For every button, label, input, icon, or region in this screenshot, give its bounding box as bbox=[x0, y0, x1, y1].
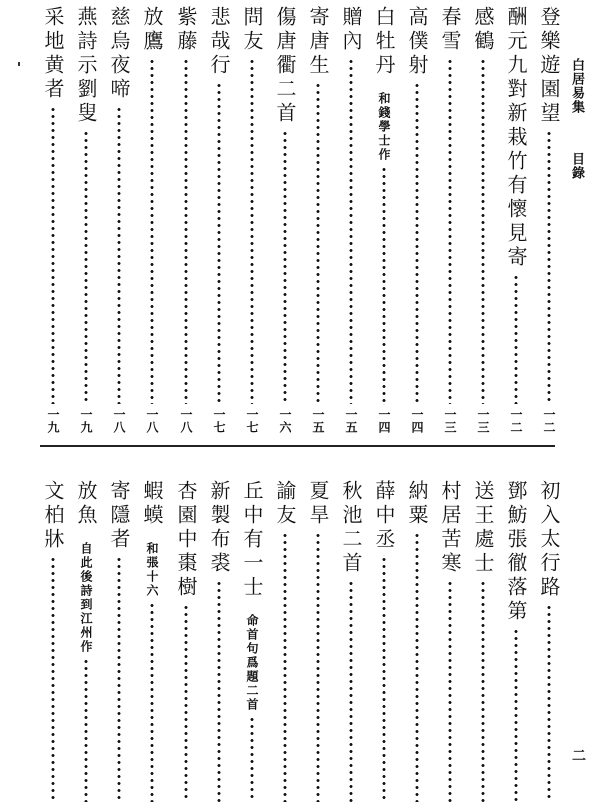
entry-title: 傷唐衢二首 bbox=[273, 6, 297, 126]
dot-leader bbox=[481, 58, 485, 404]
entry-note: 和張十六 bbox=[145, 542, 159, 598]
dot-leader bbox=[117, 106, 121, 404]
toc-entry[interactable] bbox=[536, 480, 562, 802]
entry-title: 紫藤 bbox=[174, 6, 198, 54]
dot-leader bbox=[150, 58, 154, 404]
entry-page-number: 一二 bbox=[509, 408, 523, 434]
toc-entry[interactable] bbox=[106, 6, 132, 434]
entry-title: 初入太行路 bbox=[537, 480, 561, 600]
entry-title: 送王處士 bbox=[471, 480, 495, 576]
dot-leader bbox=[316, 532, 320, 802]
dot-leader bbox=[250, 716, 254, 802]
toc-entry[interactable] bbox=[404, 480, 430, 802]
toc-entry[interactable] bbox=[272, 480, 298, 802]
entry-page-number: 一五 bbox=[311, 408, 325, 434]
book-title: 白居易集 bbox=[569, 58, 584, 114]
entry-page-number: 一八 bbox=[145, 408, 159, 434]
page-folio: 二 bbox=[570, 748, 586, 762]
entry-page-number: 一八 bbox=[179, 408, 193, 434]
entry-title: 問友 bbox=[240, 6, 264, 54]
dot-leader bbox=[448, 58, 452, 404]
entry-title: 高僕射 bbox=[405, 6, 429, 78]
entry-title: 納粟 bbox=[405, 480, 429, 528]
entry-title: 悲哉行 bbox=[207, 6, 231, 78]
dot-leader bbox=[150, 602, 154, 802]
toc-entry[interactable] bbox=[40, 6, 66, 434]
toc-entry[interactable] bbox=[305, 6, 331, 434]
toc-entry[interactable] bbox=[404, 6, 430, 434]
entry-title: 寄隱者 bbox=[107, 480, 131, 552]
scan-speck bbox=[18, 62, 20, 66]
entry-title: 新製布裘 bbox=[207, 480, 231, 576]
toc-entry[interactable] bbox=[470, 480, 496, 802]
entry-note: 和錢學士作 bbox=[377, 92, 391, 162]
toc-entry[interactable] bbox=[139, 480, 165, 802]
dot-leader bbox=[415, 82, 419, 404]
dot-leader bbox=[316, 82, 320, 404]
toc-entry[interactable] bbox=[371, 480, 397, 802]
toc-entry[interactable] bbox=[437, 6, 463, 434]
dot-leader bbox=[184, 604, 188, 802]
entry-page-number: 一八 bbox=[112, 408, 126, 434]
dot-leader bbox=[547, 604, 551, 802]
entry-title: 登樂遊園望 bbox=[537, 6, 561, 126]
dot-leader bbox=[217, 580, 221, 802]
running-head bbox=[566, 58, 586, 180]
entry-note: 自此後詩到江州作 bbox=[79, 542, 93, 654]
dot-leader bbox=[84, 130, 88, 404]
entry-title: 放魚 bbox=[74, 480, 98, 528]
section-title: 目錄 bbox=[569, 152, 584, 180]
toc-entry[interactable] bbox=[139, 6, 165, 434]
dot-leader bbox=[217, 82, 221, 404]
dot-leader bbox=[382, 166, 386, 404]
entry-page-number: 一九 bbox=[79, 408, 93, 434]
entry-title: 薛中丞 bbox=[372, 480, 396, 552]
toc-entry[interactable] bbox=[437, 480, 463, 802]
toc-entry[interactable] bbox=[371, 6, 397, 434]
entry-page-number: 一七 bbox=[245, 408, 259, 434]
toc-entry[interactable] bbox=[73, 480, 99, 802]
toc-entry[interactable] bbox=[338, 6, 364, 434]
dot-leader bbox=[250, 58, 254, 404]
divider-rule bbox=[40, 445, 555, 447]
entry-title: 贈內 bbox=[339, 6, 363, 54]
entry-title: 感鶴 bbox=[471, 6, 495, 54]
entry-title: 春雪 bbox=[438, 6, 462, 54]
toc-entry[interactable] bbox=[40, 480, 66, 802]
entry-title: 夏旱 bbox=[306, 480, 330, 528]
dot-leader bbox=[547, 130, 551, 404]
toc-entry[interactable] bbox=[239, 480, 265, 802]
entry-title: 蝦蟆 bbox=[140, 480, 164, 528]
entry-page-number: 一四 bbox=[377, 408, 391, 434]
entry-title: 村居苦寒 bbox=[438, 480, 462, 576]
dot-leader bbox=[514, 274, 518, 404]
dot-leader bbox=[184, 58, 188, 404]
dot-leader bbox=[283, 130, 287, 404]
dot-leader bbox=[415, 532, 419, 802]
dot-leader bbox=[51, 106, 55, 404]
entry-title: 燕詩示劉叟 bbox=[74, 6, 98, 126]
dot-leader bbox=[51, 556, 55, 802]
entry-page-number: 一三 bbox=[476, 408, 490, 434]
dot-leader bbox=[382, 556, 386, 802]
toc-entry[interactable] bbox=[536, 6, 562, 434]
entry-note: 命首句爲題二首 bbox=[245, 614, 259, 712]
entry-title: 放鷹 bbox=[140, 6, 164, 54]
entry-title: 文柏牀 bbox=[41, 480, 65, 552]
toc-entry[interactable] bbox=[206, 6, 232, 434]
entry-title: 酬元九對新栽竹有懷見寄 bbox=[504, 6, 528, 270]
entry-page-number: 一三 bbox=[443, 408, 457, 434]
entry-title: 慈烏夜啼 bbox=[107, 6, 131, 102]
dot-leader bbox=[283, 532, 287, 802]
dot-leader bbox=[349, 580, 353, 802]
entry-title: 白牡丹 bbox=[372, 6, 396, 78]
entry-title: 杏園中棗樹 bbox=[174, 480, 198, 600]
entry-page-number: 一五 bbox=[344, 408, 358, 434]
toc-entry[interactable] bbox=[470, 6, 496, 434]
dot-leader bbox=[84, 658, 88, 802]
dot-leader bbox=[448, 580, 452, 802]
toc-entry[interactable] bbox=[503, 6, 529, 434]
toc-entry[interactable] bbox=[206, 480, 232, 802]
toc-entry[interactable] bbox=[173, 480, 199, 802]
dot-leader bbox=[117, 556, 121, 802]
entry-page-number: 一七 bbox=[212, 408, 226, 434]
entry-title: 丘中有一士 bbox=[240, 480, 264, 600]
entry-title: 采地黄者 bbox=[41, 6, 65, 102]
toc-entry[interactable] bbox=[272, 6, 298, 434]
toc-entry[interactable] bbox=[173, 6, 199, 434]
dot-leader bbox=[514, 628, 518, 802]
entry-page-number: 一九 bbox=[46, 408, 60, 434]
toc-entry[interactable] bbox=[503, 480, 529, 802]
toc-entry[interactable] bbox=[239, 6, 265, 434]
entry-title: 鄧魴張徹落第 bbox=[504, 480, 528, 624]
toc-entry[interactable] bbox=[73, 6, 99, 434]
entry-title: 諭友 bbox=[273, 480, 297, 528]
dot-leader bbox=[481, 580, 485, 802]
toc-entry[interactable] bbox=[338, 480, 364, 802]
entry-page-number: 一四 bbox=[410, 408, 424, 434]
entry-page-number: 一二 bbox=[542, 408, 556, 434]
entry-page-number: 一六 bbox=[278, 408, 292, 434]
entry-title: 寄唐生 bbox=[306, 6, 330, 78]
toc-entry[interactable] bbox=[106, 480, 132, 802]
toc-entry[interactable] bbox=[305, 480, 331, 802]
entry-title: 秋池二首 bbox=[339, 480, 363, 576]
dot-leader bbox=[349, 58, 353, 404]
